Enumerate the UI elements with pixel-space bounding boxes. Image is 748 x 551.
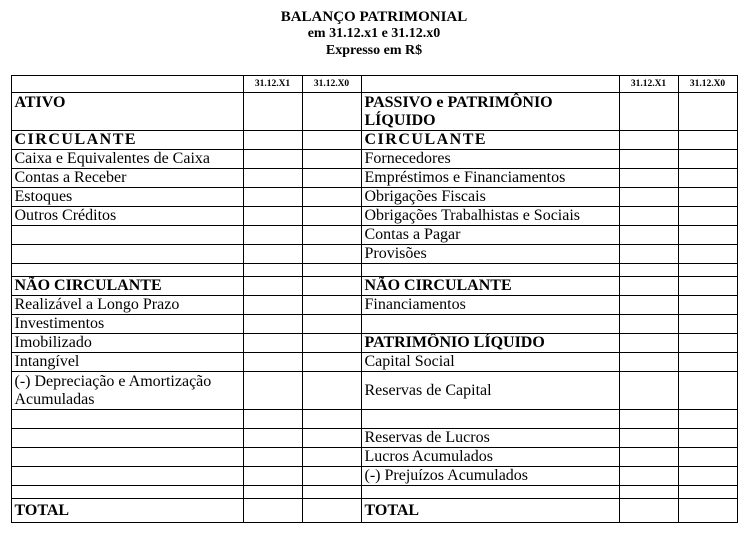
value-cell-left-x1 bbox=[243, 429, 302, 448]
title-line-2: em 31.12.x1 e 31.12.x0 bbox=[307, 26, 441, 42]
row-label-right: Obrigações Fiscais bbox=[361, 188, 619, 207]
row-label-left bbox=[11, 486, 243, 499]
row-label-left: Estoques bbox=[11, 188, 243, 207]
value-cell-right-x1 bbox=[619, 245, 678, 264]
value-cell-left-x1 bbox=[243, 226, 302, 245]
col-header-left-x0: 31.12.X0 bbox=[302, 76, 361, 93]
value-cell-left-x0 bbox=[302, 188, 361, 207]
row-label-left: Imobilizado bbox=[11, 334, 243, 353]
row-label-right bbox=[361, 486, 619, 499]
value-cell-right-x0 bbox=[678, 188, 737, 207]
table-row bbox=[11, 150, 737, 169]
value-cell-left-x1 bbox=[243, 207, 302, 226]
row-label-left: Outros Créditos bbox=[11, 207, 243, 226]
value-cell-right-x1 bbox=[619, 169, 678, 188]
value-cell-right-x1 bbox=[619, 334, 678, 353]
value-cell-right-x1 bbox=[619, 277, 678, 296]
value-cell-right-x0 bbox=[678, 131, 737, 150]
value-cell-left-x1 bbox=[243, 486, 302, 499]
table-row bbox=[11, 448, 737, 467]
value-cell-right-x1 bbox=[619, 131, 678, 150]
value-cell-left-x0 bbox=[302, 264, 361, 277]
value-cell-left-x1 bbox=[243, 188, 302, 207]
row-label-left bbox=[11, 429, 243, 448]
title-line-3: Expresso em R$ bbox=[325, 42, 423, 58]
value-cell-right-x1 bbox=[619, 188, 678, 207]
row-label-right: PATRIMÔNIO LÍQUIDO bbox=[361, 334, 619, 353]
row-label-right: Reservas de Capital bbox=[361, 372, 619, 410]
value-cell-left-x0 bbox=[302, 334, 361, 353]
row-label-right: Fornecedores bbox=[361, 150, 619, 169]
row-label-left bbox=[11, 467, 243, 486]
value-cell-left-x1 bbox=[243, 315, 302, 334]
value-cell-right-x0 bbox=[678, 448, 737, 467]
value-cell-left-x1 bbox=[243, 245, 302, 264]
value-cell-left-x1 bbox=[243, 93, 302, 131]
row-label-right: Reservas de Lucros bbox=[361, 429, 619, 448]
value-cell-right-x1 bbox=[619, 353, 678, 372]
value-cell-left-x0 bbox=[302, 486, 361, 499]
table-row bbox=[11, 264, 737, 277]
value-cell-right-x1 bbox=[619, 499, 678, 523]
table-row bbox=[11, 226, 737, 245]
row-label-right: CIRCULANTE bbox=[361, 131, 619, 150]
row-label-right: Obrigações Trabalhistas e Sociais bbox=[361, 207, 619, 226]
column-header-row bbox=[11, 76, 737, 93]
value-cell-left-x0 bbox=[302, 448, 361, 467]
row-label-right: NÃO CIRCULANTE bbox=[361, 277, 619, 296]
value-cell-left-x1 bbox=[243, 499, 302, 523]
value-cell-left-x0 bbox=[302, 467, 361, 486]
row-label-right: (-) Prejuízos Acumulados bbox=[361, 467, 619, 486]
header-empty-left bbox=[11, 76, 243, 93]
table-row bbox=[11, 467, 737, 486]
table-row bbox=[11, 188, 737, 207]
value-cell-right-x1 bbox=[619, 467, 678, 486]
table-row bbox=[11, 169, 737, 188]
value-cell-left-x0 bbox=[302, 150, 361, 169]
value-cell-right-x1 bbox=[619, 448, 678, 467]
balance-sheet-table bbox=[11, 75, 738, 523]
table-row bbox=[11, 486, 737, 499]
value-cell-left-x0 bbox=[302, 93, 361, 131]
value-cell-left-x1 bbox=[243, 410, 302, 429]
row-label-right: Provisões bbox=[361, 245, 619, 264]
row-label-left: NÃO CIRCULANTE bbox=[11, 277, 243, 296]
table-row bbox=[11, 499, 737, 523]
row-label-left bbox=[11, 410, 243, 429]
col-header-left-x1: 31.12.X1 bbox=[243, 76, 302, 93]
value-cell-left-x1 bbox=[243, 372, 302, 410]
value-cell-right-x0 bbox=[678, 150, 737, 169]
value-cell-right-x0 bbox=[678, 93, 737, 131]
row-label-right bbox=[361, 410, 619, 429]
value-cell-left-x1 bbox=[243, 277, 302, 296]
row-label-right: Empréstimos e Financiamentos bbox=[361, 169, 619, 188]
value-cell-left-x1 bbox=[243, 150, 302, 169]
value-cell-left-x0 bbox=[302, 372, 361, 410]
row-label-right: Capital Social bbox=[361, 353, 619, 372]
table-row bbox=[11, 207, 737, 226]
value-cell-right-x0 bbox=[678, 486, 737, 499]
value-cell-right-x1 bbox=[619, 150, 678, 169]
row-label-left: Realizável a Longo Prazo bbox=[11, 296, 243, 315]
row-label-right: PASSIVO e PATRIMÔNIO LÍQUIDO bbox=[361, 93, 619, 131]
value-cell-left-x1 bbox=[243, 264, 302, 277]
table-row bbox=[11, 410, 737, 429]
row-label-left bbox=[11, 448, 243, 467]
table-row bbox=[11, 334, 737, 353]
value-cell-left-x0 bbox=[302, 207, 361, 226]
value-cell-left-x0 bbox=[302, 226, 361, 245]
value-cell-left-x1 bbox=[243, 169, 302, 188]
value-cell-left-x0 bbox=[302, 429, 361, 448]
value-cell-right-x1 bbox=[619, 226, 678, 245]
value-cell-left-x1 bbox=[243, 467, 302, 486]
value-cell-left-x0 bbox=[302, 169, 361, 188]
col-header-right-x1: 31.12.X1 bbox=[619, 76, 678, 93]
table-row bbox=[11, 353, 737, 372]
value-cell-right-x0 bbox=[678, 245, 737, 264]
row-label-right: Financiamentos bbox=[361, 296, 619, 315]
row-label-left: ATIVO bbox=[11, 93, 243, 131]
value-cell-right-x0 bbox=[678, 499, 737, 523]
value-cell-right-x0 bbox=[678, 169, 737, 188]
value-cell-right-x1 bbox=[619, 486, 678, 499]
value-cell-left-x1 bbox=[243, 353, 302, 372]
value-cell-right-x0 bbox=[678, 372, 737, 410]
table-row bbox=[11, 131, 737, 150]
row-label-left: TOTAL bbox=[11, 499, 243, 523]
value-cell-left-x0 bbox=[302, 296, 361, 315]
row-label-left: Intangível bbox=[11, 353, 243, 372]
value-cell-right-x1 bbox=[619, 207, 678, 226]
row-label-left: Contas a Receber bbox=[11, 169, 243, 188]
table-row bbox=[11, 277, 737, 296]
row-label-left: Caixa e Equivalentes de Caixa bbox=[11, 150, 243, 169]
row-label-right bbox=[361, 315, 619, 334]
value-cell-right-x1 bbox=[619, 429, 678, 448]
value-cell-left-x1 bbox=[243, 448, 302, 467]
document-title bbox=[0, 0, 748, 59]
value-cell-left-x1 bbox=[243, 296, 302, 315]
value-cell-left-x0 bbox=[302, 499, 361, 523]
value-cell-left-x0 bbox=[302, 131, 361, 150]
row-label-left: CIRCULANTE bbox=[11, 131, 243, 150]
col-header-right-x0: 31.12.X0 bbox=[678, 76, 737, 93]
row-label-left: Investimentos bbox=[11, 315, 243, 334]
value-cell-left-x1 bbox=[243, 131, 302, 150]
value-cell-right-x0 bbox=[678, 410, 737, 429]
row-label-left bbox=[11, 245, 243, 264]
table-row bbox=[11, 296, 737, 315]
table-row bbox=[11, 315, 737, 334]
header-empty-right bbox=[361, 76, 619, 93]
value-cell-left-x1 bbox=[243, 334, 302, 353]
table-row bbox=[11, 429, 737, 448]
table-row bbox=[11, 372, 737, 410]
title-line-1: BALANÇO PATRIMONIAL bbox=[280, 9, 468, 25]
value-cell-right-x0 bbox=[678, 277, 737, 296]
value-cell-right-x1 bbox=[619, 315, 678, 334]
value-cell-right-x1 bbox=[619, 93, 678, 131]
table-row bbox=[11, 245, 737, 264]
row-label-right: Contas a Pagar bbox=[361, 226, 619, 245]
value-cell-right-x0 bbox=[678, 334, 737, 353]
value-cell-left-x0 bbox=[302, 353, 361, 372]
row-label-right bbox=[361, 264, 619, 277]
row-label-left bbox=[11, 264, 243, 277]
value-cell-left-x0 bbox=[302, 277, 361, 296]
row-label-left: (-) Depreciação e Amortização Acumuladas bbox=[11, 372, 243, 410]
table-row bbox=[11, 93, 737, 131]
value-cell-right-x1 bbox=[619, 264, 678, 277]
value-cell-right-x1 bbox=[619, 410, 678, 429]
value-cell-left-x0 bbox=[302, 315, 361, 334]
value-cell-right-x0 bbox=[678, 353, 737, 372]
value-cell-right-x0 bbox=[678, 207, 737, 226]
row-label-left bbox=[11, 226, 243, 245]
value-cell-left-x0 bbox=[302, 410, 361, 429]
value-cell-right-x0 bbox=[678, 429, 737, 448]
value-cell-left-x0 bbox=[302, 245, 361, 264]
value-cell-right-x0 bbox=[678, 264, 737, 277]
value-cell-right-x0 bbox=[678, 467, 737, 486]
table-body bbox=[11, 93, 737, 523]
row-label-right: TOTAL bbox=[361, 499, 619, 523]
value-cell-right-x0 bbox=[678, 296, 737, 315]
row-label-right: Lucros Acumulados bbox=[361, 448, 619, 467]
value-cell-right-x1 bbox=[619, 296, 678, 315]
value-cell-right-x0 bbox=[678, 315, 737, 334]
value-cell-right-x0 bbox=[678, 226, 737, 245]
value-cell-right-x1 bbox=[619, 372, 678, 410]
